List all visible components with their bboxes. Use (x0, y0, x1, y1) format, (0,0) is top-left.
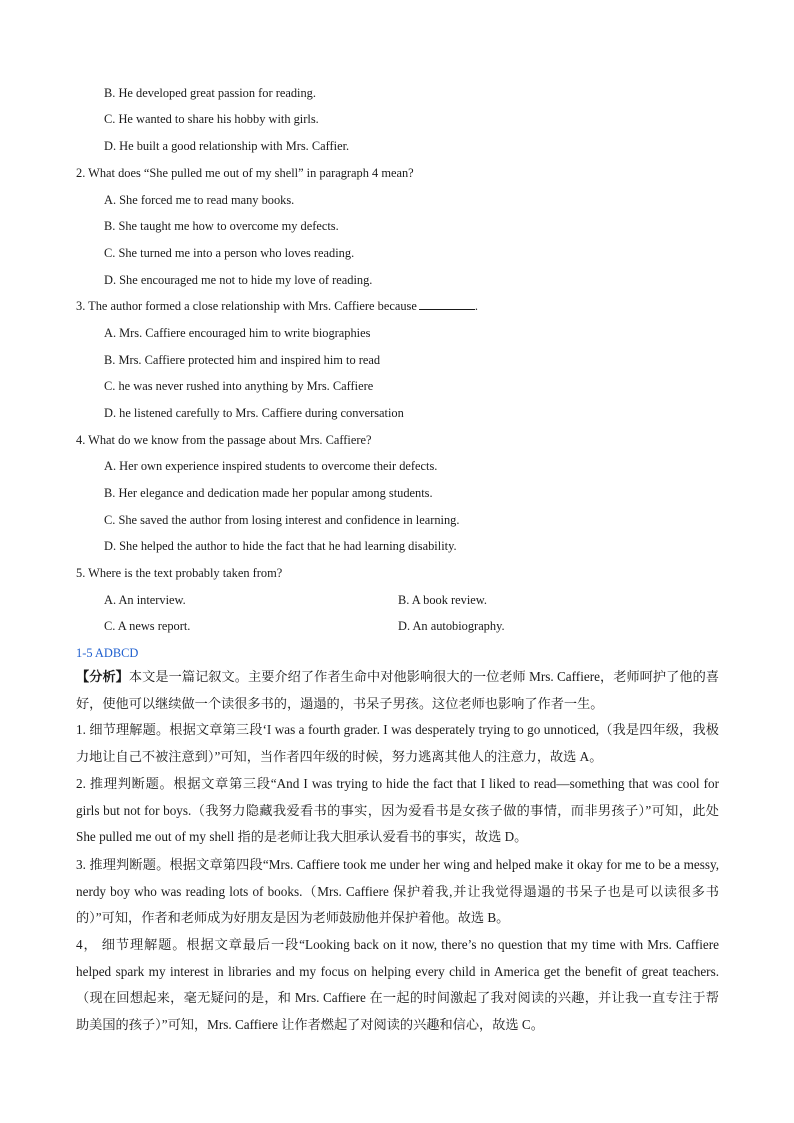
analysis-item-4: 4， 细节理解题。根据文章最后一段“Looking back on it now, there’s no question that my time with Mrs. Caffiere helped spark my interest in libraries and my focus on helping every child in America get the benefit of great teachers.（现在回想起来，毫无疑问的是，和 Mrs. Caffiere 在一起的时间激起了我对阅读的兴趣，并让我一直专注于帮助美国的孩子）”可知，Mrs. Caffiere 让作者燃起了对阅读的兴趣和信心，故选 C。 (76, 937, 719, 1032)
q5-stem: 5. Where is the text probably taken from? (76, 566, 283, 580)
q4-option-d: D. She helped the author to hide the fact that he had learning disability. (104, 539, 457, 553)
analysis-label: 【分析】 (76, 669, 129, 684)
q2-option-c: C. She turned me into a person who loves reading. (104, 246, 355, 260)
q5-option-c: C. A news report. (104, 619, 191, 633)
q5-option-d: D. An autobiography. (398, 619, 505, 633)
q4-option-a: A. Her own experience inspired students to overcome their defects. (104, 459, 438, 473)
q1-option-d: D. He built a good relationship with Mrs. Caffier. (104, 139, 350, 153)
q1-option-c: C. He wanted to share his hobby with girls. (104, 112, 319, 126)
analysis-item-1: 1. 细节理解题。根据文章第三段‘I was a fourth grader. I was desperately trying to go unnoticed,（我是四年级，我极力地让自己不被注意到）”可知，当作者四年级的时候，努力逃离其他人的注意力，故选 A。 (76, 722, 719, 764)
answer-key: 1-5 ADBCD (76, 646, 139, 660)
answer-blank (419, 298, 475, 310)
q2-option-a: A. She forced me to read many books. (104, 193, 295, 207)
q2-option-d: D. She encouraged me not to hide my love of reading. (104, 273, 373, 287)
q3-stem-end: . (474, 299, 478, 313)
q3-option-a: A. Mrs. Caffiere encouraged him to write biographies (104, 326, 371, 340)
q3-option-b: B. Mrs. Caffiere protected him and inspired him to read (104, 353, 381, 367)
q2-option-b: B. She taught me how to overcome my defects. (104, 219, 339, 233)
analysis-item-2: 2. 推理判断题。根据文章第三段“And I was trying to hide the fact that I liked to read—something that was cool for girls but not for boys.（我努力隐藏我爱看书的事实，因为爱看书是女孩子做的事情，而非男孩子）”可知，此处 She pulled me out of my shell 指的是老师让我大胆承认爱看书的事实，故选 D。 (76, 776, 719, 844)
analysis-summary (76, 664, 719, 717)
q4-option-c: C. She saved the author from losing interest and confidence in learning. (104, 513, 460, 527)
q4-option-b: B. Her elegance and dedication made her popular among students. (104, 486, 433, 500)
q5-option-a: A. An interview. (104, 593, 186, 607)
q5-option-b: B. A book review. (398, 593, 488, 607)
q3-option-d: D. he listened carefully to Mrs. Caffiere during conversation (104, 406, 404, 420)
q3-option-c: C. he was never rushed into anything by Mrs. Caffiere (104, 379, 374, 393)
q3-stem (76, 298, 478, 314)
analysis-summary-text: 本文是一篇记叙文。主要介绍了作者生命中对他影响很大的一位老师 Mrs. Caffiere，老师呵护了他的喜好，使他可以继续做一个读很多书的，遢遢的，书呆子男孩。这位老师也影响了作者一生。 (76, 669, 720, 711)
q1-option-b: B. He developed great passion for reading. (104, 86, 316, 100)
q4-stem: 4. What do we know from the passage about Mrs. Caffiere? (76, 433, 372, 447)
q2-stem: 2. What does “She pulled me out of my shell” in paragraph 4 mean? (76, 166, 414, 180)
q3-stem-text: 3. The author formed a close relationship with Mrs. Caffiere because (76, 299, 417, 313)
analysis-item-3: 3. 推理判断题。根据文章第四段“Mrs. Caffiere took me under her wing and helped make it okay for me to be a messy, nerdy boy who was reading lots of books.（Mrs. Caffiere 保护着我,并让我觉得遢遢的书呆子也是可以读很多书的）”可知，作者和老师成为好朋友是因为老师鼓励他并保护着他。故选 B。 (76, 857, 719, 925)
